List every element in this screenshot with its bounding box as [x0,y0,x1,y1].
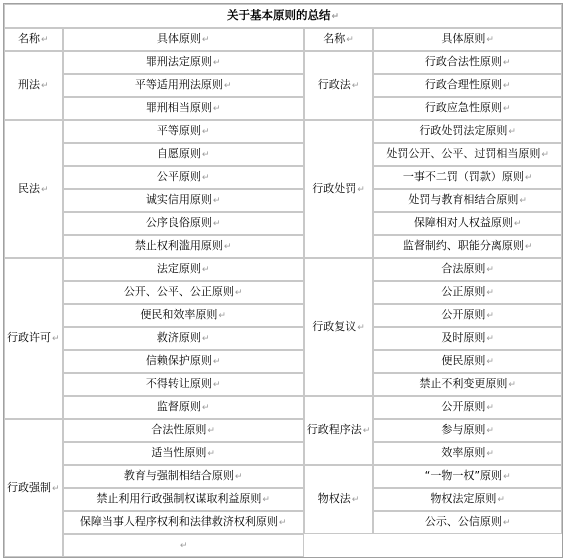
right-law-name: 行政程序法 ↵ [304,396,374,465]
left-principle-cell: 不得转让原则 ↵ [63,373,304,396]
right-principle-cell: 便民原则 ↵ [373,350,562,373]
right-principle-cell: 监督制约、职能分离原则 ↵ [373,235,562,258]
right-principle-cell: 行政应急性原则 ↵ [373,97,562,120]
left-law-name: 民法 ↵ [4,120,63,258]
right-principle-cell: 物权法定原则 ↵ [373,488,562,511]
right-principle-cell: 合法原则 ↵ [373,258,562,281]
left-principle-cell: 诚实信用原则 ↵ [63,189,304,212]
left-principle-cell: 禁止利用行政强制权谋取利益原则 ↵ [63,488,304,511]
left-principle-cell: 适当性原则 ↵ [63,442,304,465]
left-principle-cell: 公平原则 ↵ [63,166,304,189]
right-principle-cell: 效率原则 ↵ [373,442,562,465]
right-law-name: 行政处罚 ↵ [304,120,374,258]
left-principle-cell: 自愿原则 ↵ [63,143,304,166]
header-principle-right: 具体原则 ↵ [373,28,562,51]
table-row [4,74,562,97]
table-row [4,488,562,511]
left-law-name: 行政许可 ↵ [4,258,63,419]
right-principle-cell: 行政处罚法定原则 ↵ [373,120,562,143]
left-principle-cell: 法定原则 ↵ [63,258,304,281]
left-principle-cell: 罪刑相当原则 ↵ [63,97,304,120]
table-row [4,166,562,189]
table-row [4,143,562,166]
table-row [4,465,562,488]
table-row [4,51,562,74]
table-row [4,120,562,143]
header-name-right: 名称 ↵ [304,28,374,51]
left-principle-cell: 公序良俗原则 ↵ [63,212,304,235]
right-principle-cell: 一事不二罚（罚款）原则 ↵ [373,166,562,189]
right-principle-cell: 公示、公信原则 ↵ [373,511,562,534]
left-principle-cell: 教育与强制相结合原则 ↵ [63,465,304,488]
table-row [4,281,562,304]
table-row [4,189,562,212]
right-principle-cell: 处罚与教育相结合原则 ↵ [373,189,562,212]
left-law-name: 行政强制 ↵ [4,419,63,557]
table-row [4,327,562,350]
table-row [4,419,562,442]
header-principle-left: 具体原则 ↵ [63,28,304,51]
table-row [4,373,562,396]
right-principle-cell: 行政合理性原则 ↵ [373,74,562,97]
right-principle-cell: 公开原则 ↵ [373,304,562,327]
table-row [4,97,562,120]
right-principle-cell: 禁止不利变更原则 ↵ [373,373,562,396]
table-row [4,235,562,258]
right-principle-cell: 及时原则 ↵ [373,327,562,350]
left-principle-cell: 合法性原则 ↵ [63,419,304,442]
right-principle-cell: 行政合法性原则 ↵ [373,51,562,74]
left-principle-cell: 禁止权利滥用原则 ↵ [63,235,304,258]
right-principle-cell: “一物一权”原则 ↵ [373,465,562,488]
header-name-left: 名称 ↵ [4,28,63,51]
left-principle-cell: 平等原则 ↵ [63,120,304,143]
right-principle-cell: 参与原则 ↵ [373,419,562,442]
table-row [4,212,562,235]
left-principle-cell: 公开、公平、公正原则 ↵ [63,281,304,304]
left-principle-cell: 信赖保护原则 ↵ [63,350,304,373]
right-law-name: 物权法 ↵ [304,465,374,534]
left-principle-cell: 救济原则 ↵ [63,327,304,350]
table-row [4,258,562,281]
right-law-name: 行政法 ↵ [304,51,374,120]
right-law-name: 行政复议 ↵ [304,258,374,396]
left-law-name: 刑法 ↵ [4,51,63,120]
right-principle-cell: 保障相对人权益原则 ↵ [373,212,562,235]
right-principle-cell: 公开原则 ↵ [373,396,562,419]
principles-summary-table [3,3,563,558]
table-title: 关于基本原则的总结 ↵ [4,4,562,28]
table-row [4,511,562,534]
left-principle-cell: 便民和效率原则 ↵ [63,304,304,327]
table-row [4,304,562,327]
left-principle-cell: 保障当事人程序权利和法律救济权利原则 ↵ [63,511,304,534]
right-principle-cell: 处罚公开、公平、过罚相当原则 ↵ [373,143,562,166]
left-principle-cell: 罪刑法定原则 ↵ [63,51,304,74]
right-principle-cell: 公正原则 ↵ [373,281,562,304]
table-row [4,350,562,373]
table-row [4,396,562,419]
table-row [4,442,562,465]
left-principle-cell: 平等适用刑法原则 ↵ [63,74,304,97]
left-principle-cell: 监督原则 ↵ [63,396,304,419]
